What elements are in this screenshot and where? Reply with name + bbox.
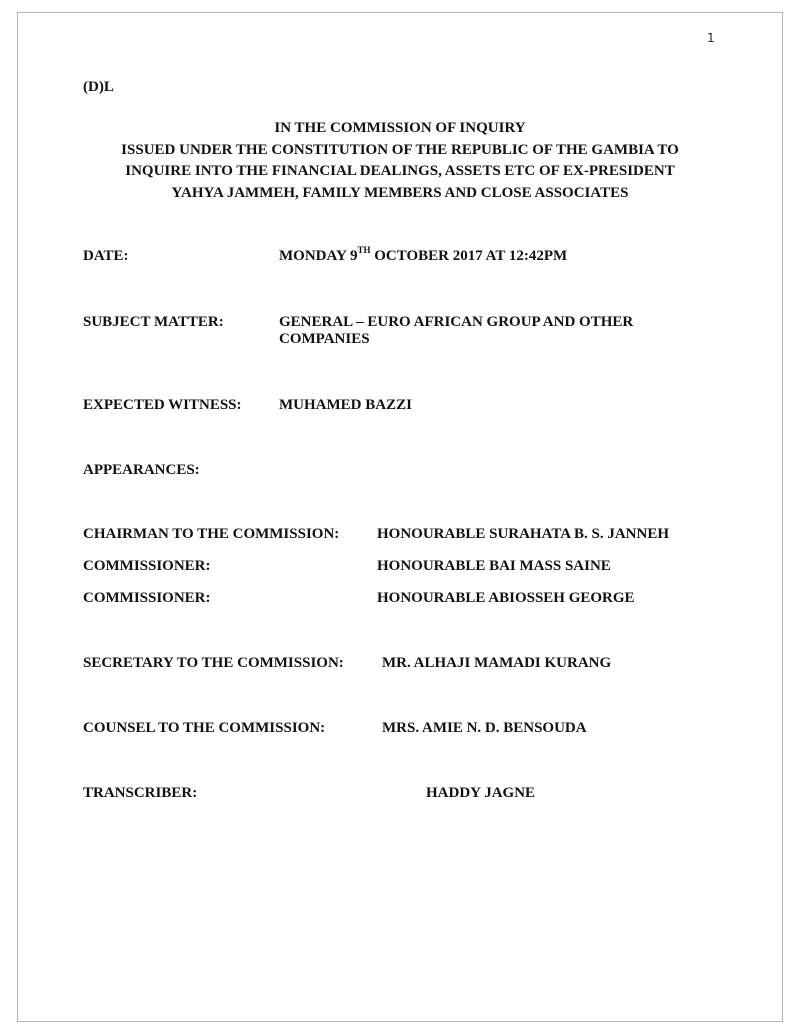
- date-value-superscript: TH: [357, 245, 371, 255]
- secretary-label: SECRETARY TO THE COMMISSION:: [83, 655, 344, 671]
- subject-label: SUBJECT MATTER:: [83, 314, 224, 330]
- chairman-value: HONOURABLE SURAHATA B. S. JANNEH: [377, 526, 669, 542]
- subject-value-line-2: COMPANIES: [279, 331, 370, 347]
- page-number: 1: [707, 31, 715, 45]
- heading-line-3: INQUIRE INTO THE FINANCIAL DEALINGS, ASSETS ETC OF EX-PRESIDENT: [125, 163, 675, 179]
- commissioner-2-value: HONOURABLE ABIOSSEH GEORGE: [377, 590, 635, 606]
- date-value: [279, 245, 568, 265]
- appearances-label: APPEARANCES:: [83, 462, 200, 478]
- date-label: DATE:: [83, 248, 129, 264]
- date-value-rest: OCTOBER 2017 AT 12:42PM: [370, 248, 568, 264]
- counsel-value: MRS. AMIE N. D. BENSOUDA: [382, 720, 587, 736]
- heading-line-4: YAHYA JAMMEH, FAMILY MEMBERS AND CLOSE ASSOCIATES: [171, 184, 629, 201]
- heading-line-1: IN THE COMMISSION OF INQUIRY: [274, 120, 526, 136]
- transcriber-value: HADDY JAGNE: [426, 785, 536, 801]
- secretary-value: MR. ALHAJI MAMADI KURANG: [382, 655, 612, 671]
- witness-label: EXPECTED WITNESS:: [83, 397, 242, 413]
- chairman-label: CHAIRMAN TO THE COMMISSION:: [83, 526, 340, 542]
- date-value-main: MONDAY 9: [279, 248, 358, 264]
- counsel-label: COUNSEL TO THE COMMISSION:: [83, 720, 326, 736]
- heading-line-2: ISSUED UNDER THE CONSTITUTION OF THE REPUBLIC OF THE GAMBIA TO: [121, 141, 679, 158]
- document-code: (D)L: [83, 79, 114, 95]
- transcriber-label: TRANSCRIBER:: [83, 785, 198, 801]
- witness-value: MUHAMED BAZZI: [279, 397, 412, 413]
- commissioner-2-label: COMMISSIONER:: [83, 590, 211, 606]
- commissioner-1-value: HONOURABLE BAI MASS SAINE: [377, 558, 611, 574]
- subject-value-line-1: GENERAL – EURO AFRICAN GROUP AND OTHER: [279, 314, 634, 330]
- commissioner-1-label: COMMISSIONER:: [83, 558, 211, 574]
